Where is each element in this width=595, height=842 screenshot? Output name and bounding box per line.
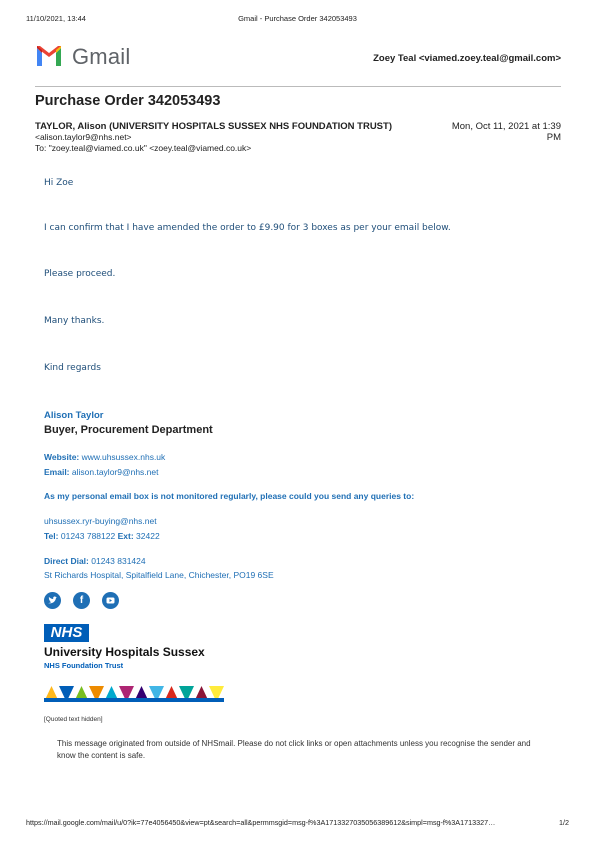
decorative-banner [44,686,224,702]
header-divider [35,86,561,87]
nhs-logo: NHS [44,624,89,642]
banner-base-stripe [44,698,224,702]
date-line-2: PM [546,132,561,143]
body-paragraph: I can confirm that I have amended the order to £9.90 for 3 boxes as per your email below. [44,223,451,233]
signature-tel [44,531,160,541]
signature-direct-dial [44,556,146,566]
website-label: Website: [44,452,80,462]
email-label: Email: [44,467,70,477]
body-greeting: Hi Zoe [44,178,74,188]
direct-value: 01243 831424 [91,556,146,566]
account-label: Zoey Teal <viamed.zoey.teal@gmail.com> [373,53,561,64]
email-link[interactable]: alison.taylor9@nhs.net [71,467,159,477]
body-closing: Kind regards [44,363,101,373]
ext-label: Ext: [117,531,134,541]
sender-name: TAYLOR, Alison (UNIVERSITY HOSPITALS SUSSEX NHS FOUNDATION TRUST) [35,121,392,132]
external-sender-disclaimer: This message originated from outside of NHSmail. Please do not click links or open attachments unless you recognise the sender and know the content is safe. [57,739,531,760]
facebook-icon[interactable]: f [73,592,90,609]
signature-website [44,452,165,462]
tel-value: 01243 788122 [60,531,116,541]
twitter-icon[interactable] [44,592,61,609]
tel-label: Tel: [44,531,59,541]
trust-subtitle: NHS Foundation Trust [44,661,124,670]
date-line-1: Mon, Oct 11, 2021 at 1:39 [451,121,561,132]
gmail-logo-icon [35,44,63,68]
email-date [421,121,561,143]
quoted-text-toggle[interactable]: [Quoted text hidden] [44,716,103,723]
body-paragraph: Many thanks. [44,316,105,326]
print-page-number: 1/2 [559,818,569,827]
print-title: Gmail - Purchase Order 342053493 [238,14,357,23]
print-datetime: 11/10/2021, 13:44 [26,14,86,23]
recipient-line: To: "zoey.teal@viamed.co.uk" <zoey.teal@viamed.co.uk> [35,143,252,153]
email-subject: Purchase Order 342053493 [35,93,221,109]
youtube-icon[interactable] [102,592,119,609]
signature-email [44,467,158,477]
gmail-wordmark: Gmail [72,44,131,69]
trust-name: University Hospitals Sussex [44,645,205,659]
signature-note: As my personal email box is not monitored regularly, please could you send any queries to: [44,491,415,501]
signature-name: Alison Taylor [44,410,104,421]
body-paragraph: Please proceed. [44,269,116,279]
website-link[interactable]: www.uhsussex.nhs.uk [81,452,166,462]
signature-address: St Richards Hospital, Spitalfield Lane, Chichester, PO19 6SE [44,570,274,580]
queries-email-link[interactable]: uhsussex.ryr-buying@nhs.net [44,516,157,526]
print-footer-url: https://mail.google.com/mail/u/0?ik=77e4056450&view=pt&search=all&permmsgid=msg-f%3A1713327035056389612&simpl=msg-f%3A1713327… [26,818,496,827]
direct-label: Direct Dial: [44,556,89,566]
ext-value: 32422 [136,531,160,541]
sender-email: <alison.taylor9@nhs.net> [35,132,132,142]
signature-title: Buyer, Procurement Department [44,424,213,436]
